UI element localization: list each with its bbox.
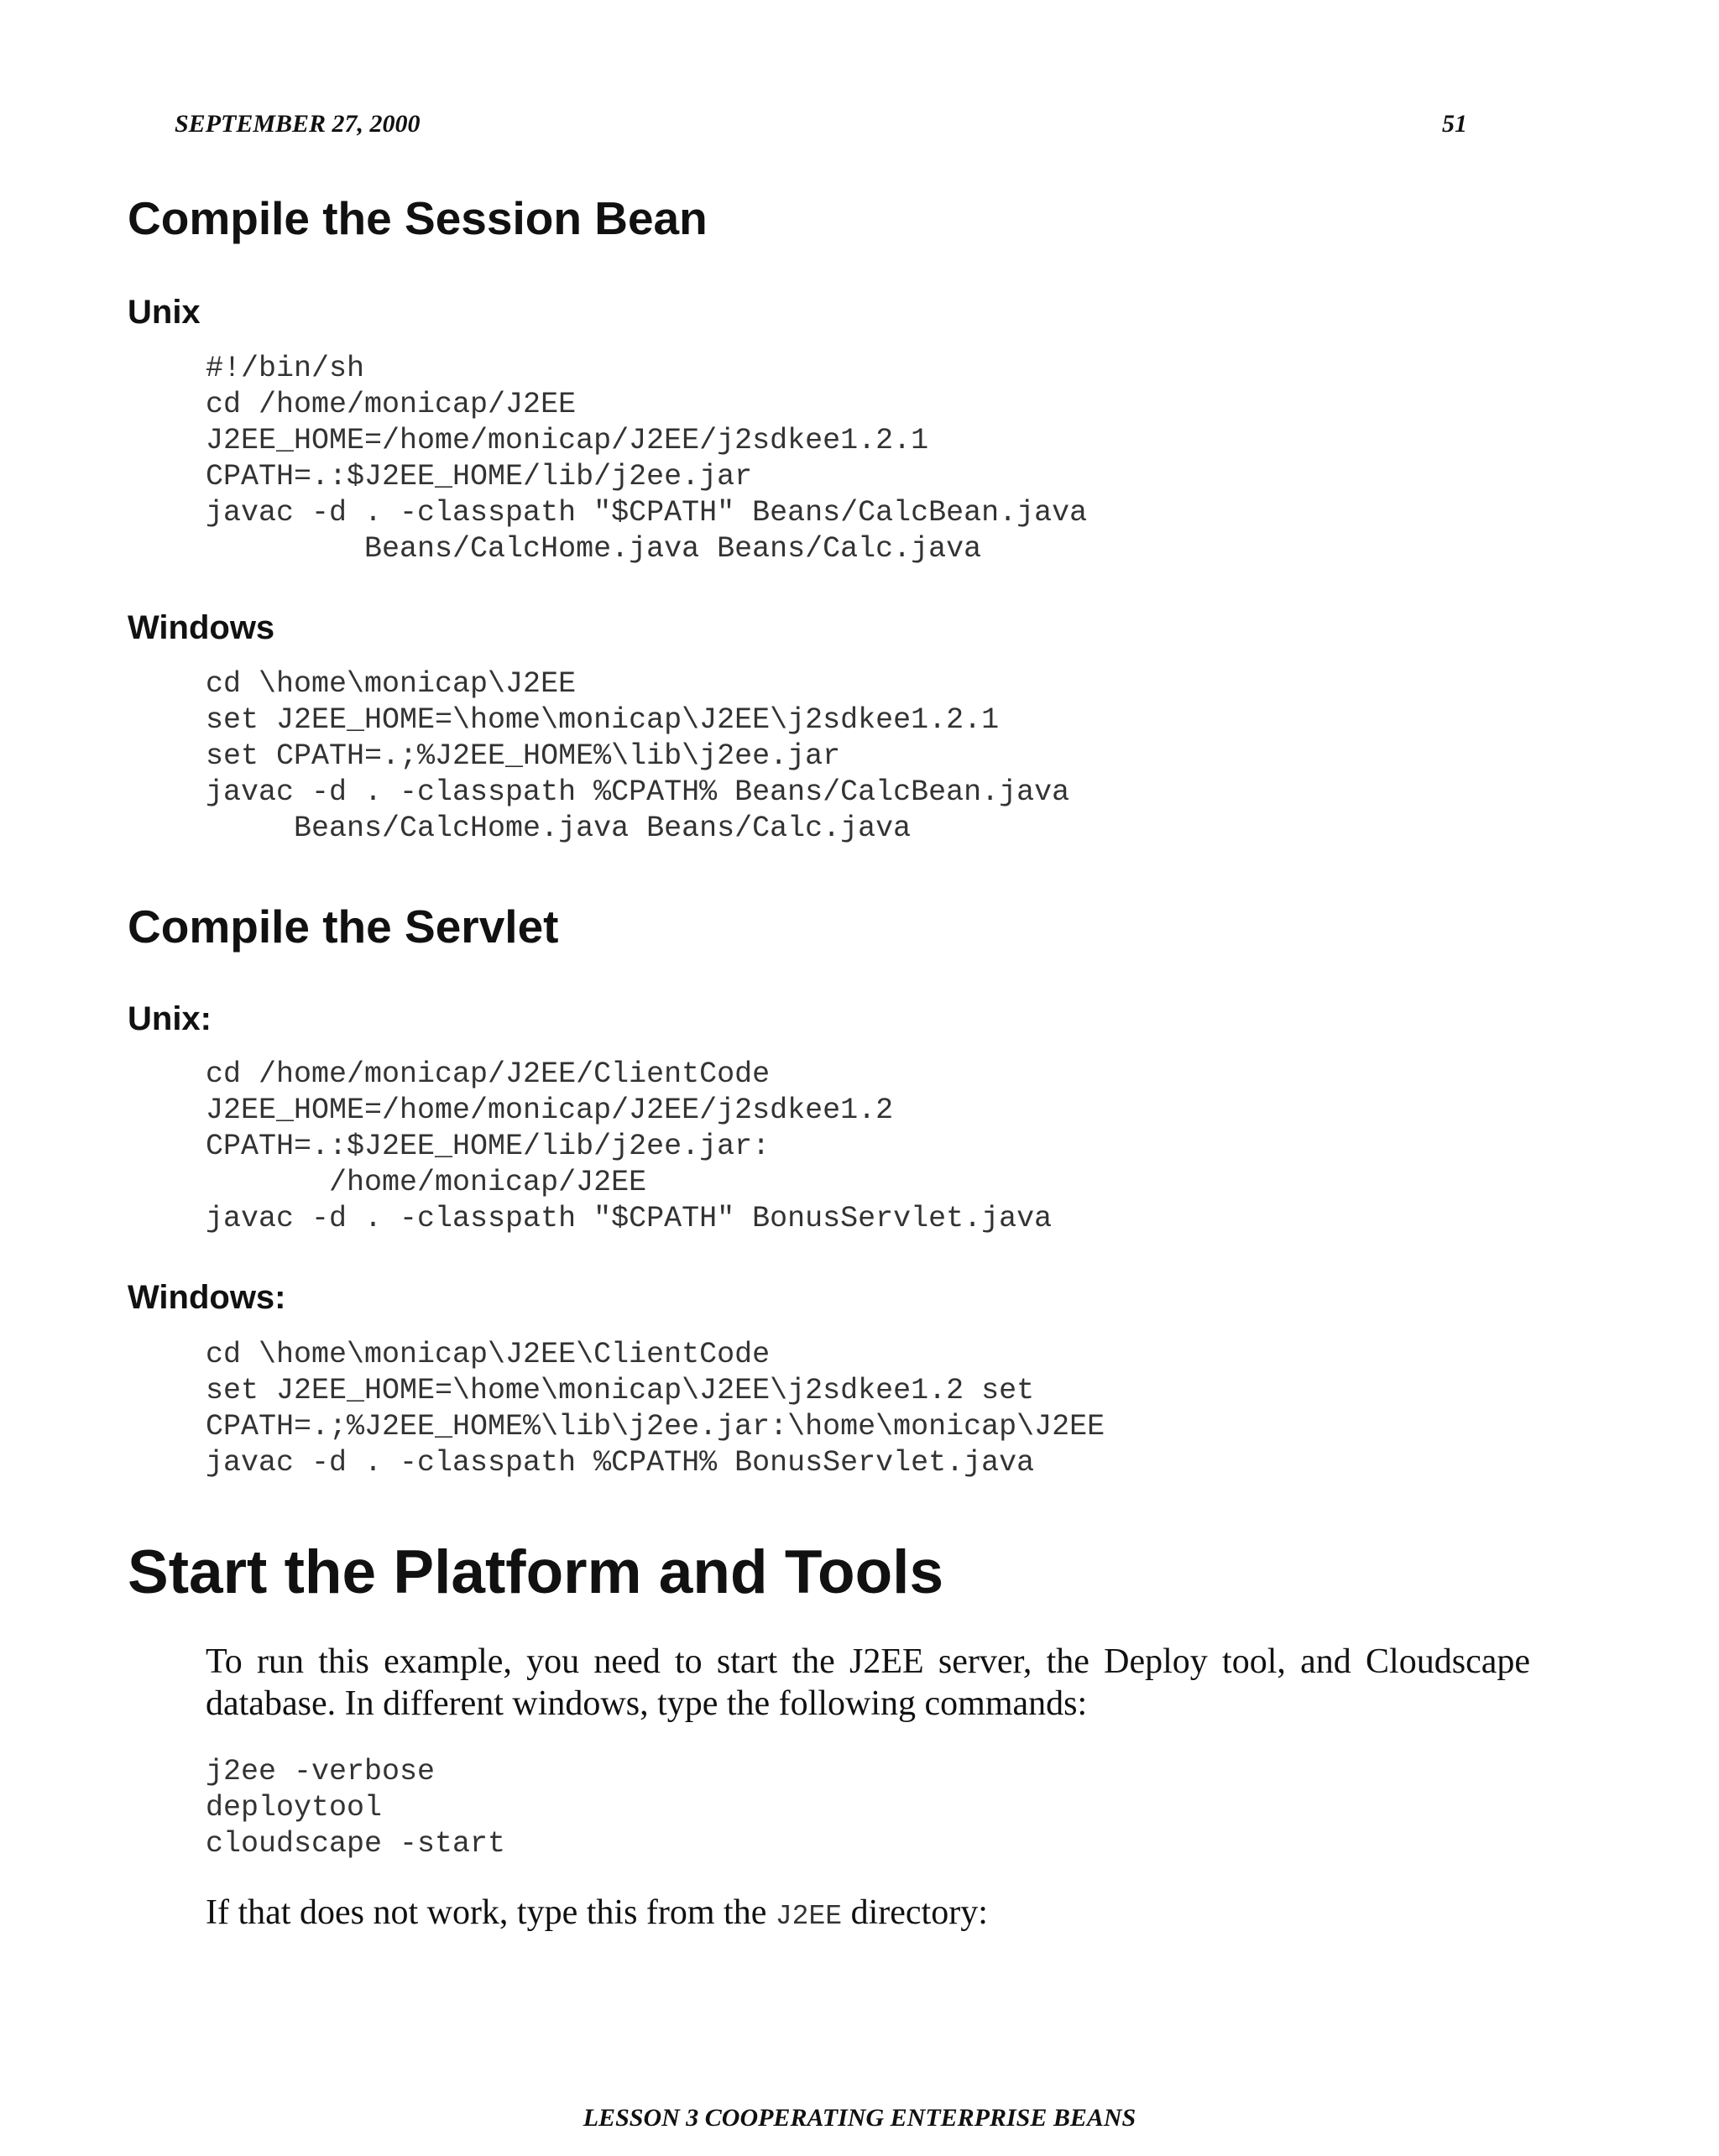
- code-line: javac -d . -classpath %CPATH% BonusServlet.java: [206, 1446, 1035, 1480]
- code-line: javac -d . -classpath "$CPATH" Beans/CalcBean.java: [206, 496, 1088, 530]
- code-line: CPATH=.;%J2EE_HOME%\lib\j2ee.jar:\home\monicap\J2EE: [206, 1410, 1105, 1443]
- code-line: j2ee -verbose: [206, 1755, 436, 1788]
- code-line: javac -d . -classpath "$CPATH" BonusServlet.java: [206, 1202, 1053, 1235]
- code-block-servlet-unix: [206, 1057, 1052, 1237]
- code-line: /home/monicap/J2EE: [206, 1166, 647, 1199]
- subheading-servlet-unix: Unix:: [128, 1000, 212, 1037]
- paragraph-platform-intro: To run this example, you need to start the J2EE server, the Deploy tool, and Cloudscape database. In different windows, type the following commands:: [206, 1642, 1530, 1723]
- code-line: set J2EE_HOME=\home\monicap\J2EE\j2sdkee1.2.1: [206, 703, 1000, 737]
- code-block-servlet-windows: [206, 1337, 1105, 1481]
- section-title-servlet: Compile the Servlet: [128, 901, 559, 953]
- chapter-title-platform: Start the Platform and Tools: [128, 1538, 944, 1606]
- code-line: J2EE_HOME=/home/monicap/J2EE/j2sdkee1.2.1: [206, 424, 929, 457]
- code-line: cd /home/monicap/J2EE: [206, 388, 577, 421]
- code-line: cd /home/monicap/J2EE/ClientCode: [206, 1057, 771, 1091]
- running-footer: LESSON 3 COOPERATING ENTERPRISE BEANS: [583, 2104, 1136, 2132]
- code-line: set CPATH=.;%J2EE_HOME%\lib\j2ee.jar: [206, 739, 841, 773]
- code-block-session-windows: [206, 666, 1069, 847]
- code-line: cloudscape -start: [206, 1827, 506, 1861]
- subheading-servlet-windows: Windows:: [128, 1279, 286, 1316]
- fallback-text-after: directory:: [842, 1893, 988, 1932]
- code-line: CPATH=.:$J2EE_HOME/lib/j2ee.jar: [206, 460, 753, 493]
- code-line: CPATH=.:$J2EE_HOME/lib/j2ee.jar:: [206, 1130, 771, 1163]
- subheading-session-unix: Unix: [128, 294, 201, 331]
- section-title-session-bean: Compile the Session Bean: [128, 192, 708, 244]
- code-line: #!/bin/sh: [206, 352, 365, 385]
- code-line: J2EE_HOME=/home/monicap/J2EE/j2sdkee1.2: [206, 1094, 894, 1127]
- code-line: cd \home\monicap\J2EE\ClientCode: [206, 1338, 771, 1371]
- header-date: SEPTEMBER 27, 2000: [175, 110, 421, 138]
- header-page-number: 51: [1442, 110, 1467, 138]
- paragraph-platform-fallback: [206, 1892, 1530, 1938]
- code-line: Beans/CalcHome.java Beans/Calc.java: [206, 532, 982, 566]
- code-block-platform-commands: [206, 1754, 505, 1862]
- running-header: [175, 109, 1467, 139]
- code-line: Beans/CalcHome.java Beans/Calc.java: [206, 812, 912, 845]
- code-line: cd \home\monicap\J2EE: [206, 667, 577, 701]
- code-line: deploytool: [206, 1791, 383, 1825]
- code-line: set J2EE_HOME=\home\monicap\J2EE\j2sdkee1.2 set: [206, 1374, 1035, 1407]
- code-line: javac -d . -classpath %CPATH% Beans/CalcBean.java: [206, 775, 1070, 809]
- inline-code-j2ee: J2EE: [775, 1901, 843, 1932]
- subheading-session-windows: Windows: [128, 609, 275, 646]
- code-block-session-unix: [206, 351, 1087, 567]
- fallback-text-before: If that does not work, type this from the: [206, 1893, 776, 1932]
